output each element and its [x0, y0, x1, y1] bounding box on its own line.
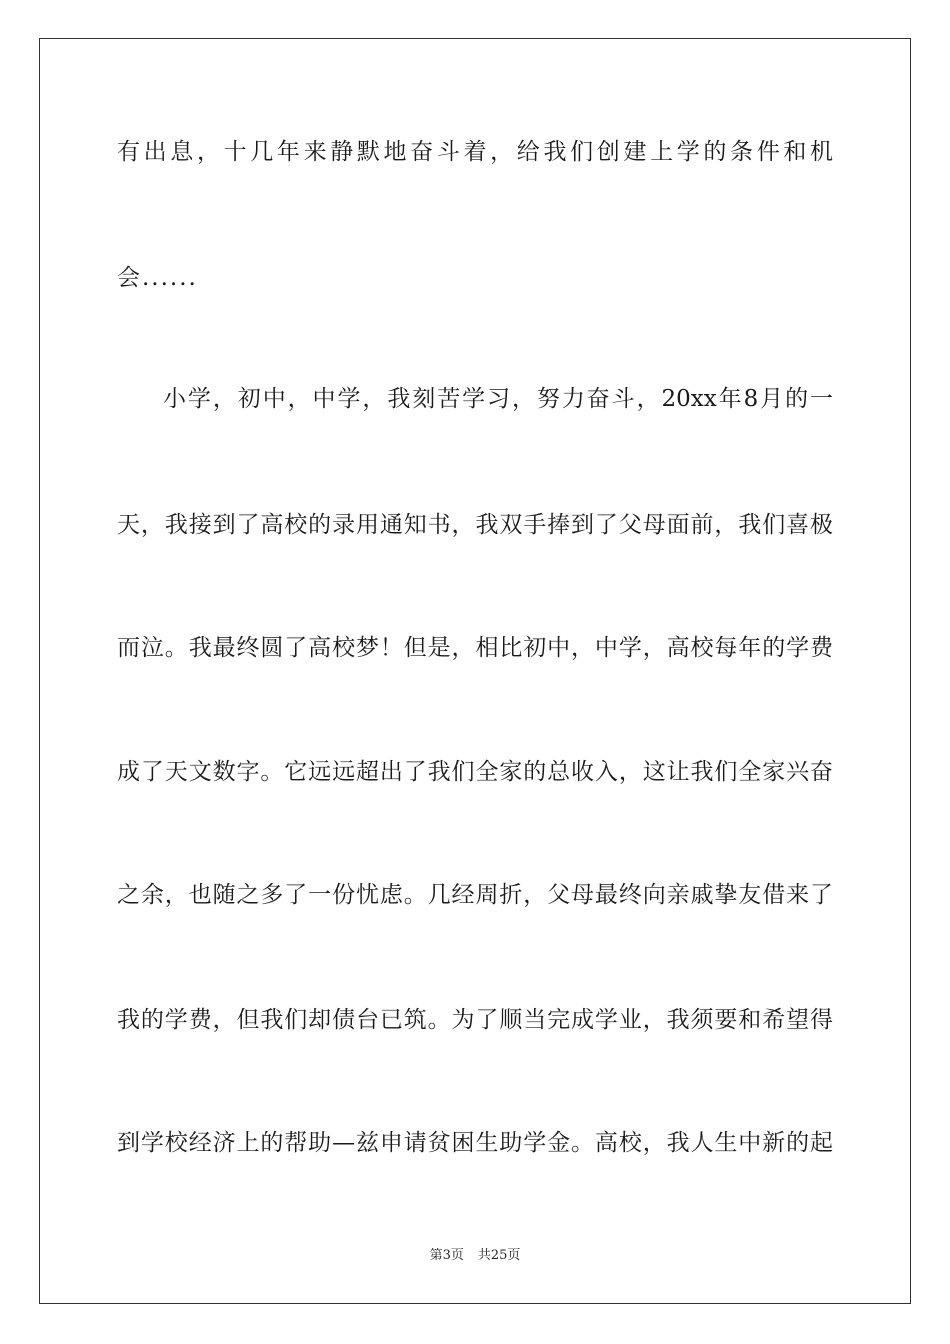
text-line-3: 小学，初中，中学，我刻苦学习，努力奋斗，20xx年8月的一: [163, 386, 833, 412]
page-border: [39, 38, 911, 1304]
text-line-6: 成了天文数字。它远远超出了我们全家的总收入，这让我们全家兴奋: [117, 759, 833, 785]
page-footer: [0, 1247, 950, 1265]
text-line-7: 之余，也随之多了一份忧虑。几经周折，父母最终向亲戚挚友借来了: [117, 882, 833, 908]
text-line-9: 到学校经济上的帮助—兹申请贫困生助学金。高校，我人生中新的起: [117, 1130, 833, 1156]
text-line-2: 会......: [117, 265, 198, 291]
text-line-8: 我的学费，但我们却债台已筑。为了顺当完成学业，我须要和希望得: [117, 1007, 833, 1033]
text-line-4: 天，我接到了高校的录用通知书，我双手捧到了父母面前，我们喜极: [117, 512, 833, 538]
text-line-5: 而泣。我最终圆了高校梦！但是，相比初中，中学，高校每年的学费: [117, 635, 833, 661]
page-number-current: 第3页: [429, 1248, 464, 1263]
page-number-total: 共25页: [477, 1248, 521, 1263]
text-line-1: 有出息，十几年来静默地奋斗着，给我们创建上学的条件和机: [117, 139, 833, 165]
